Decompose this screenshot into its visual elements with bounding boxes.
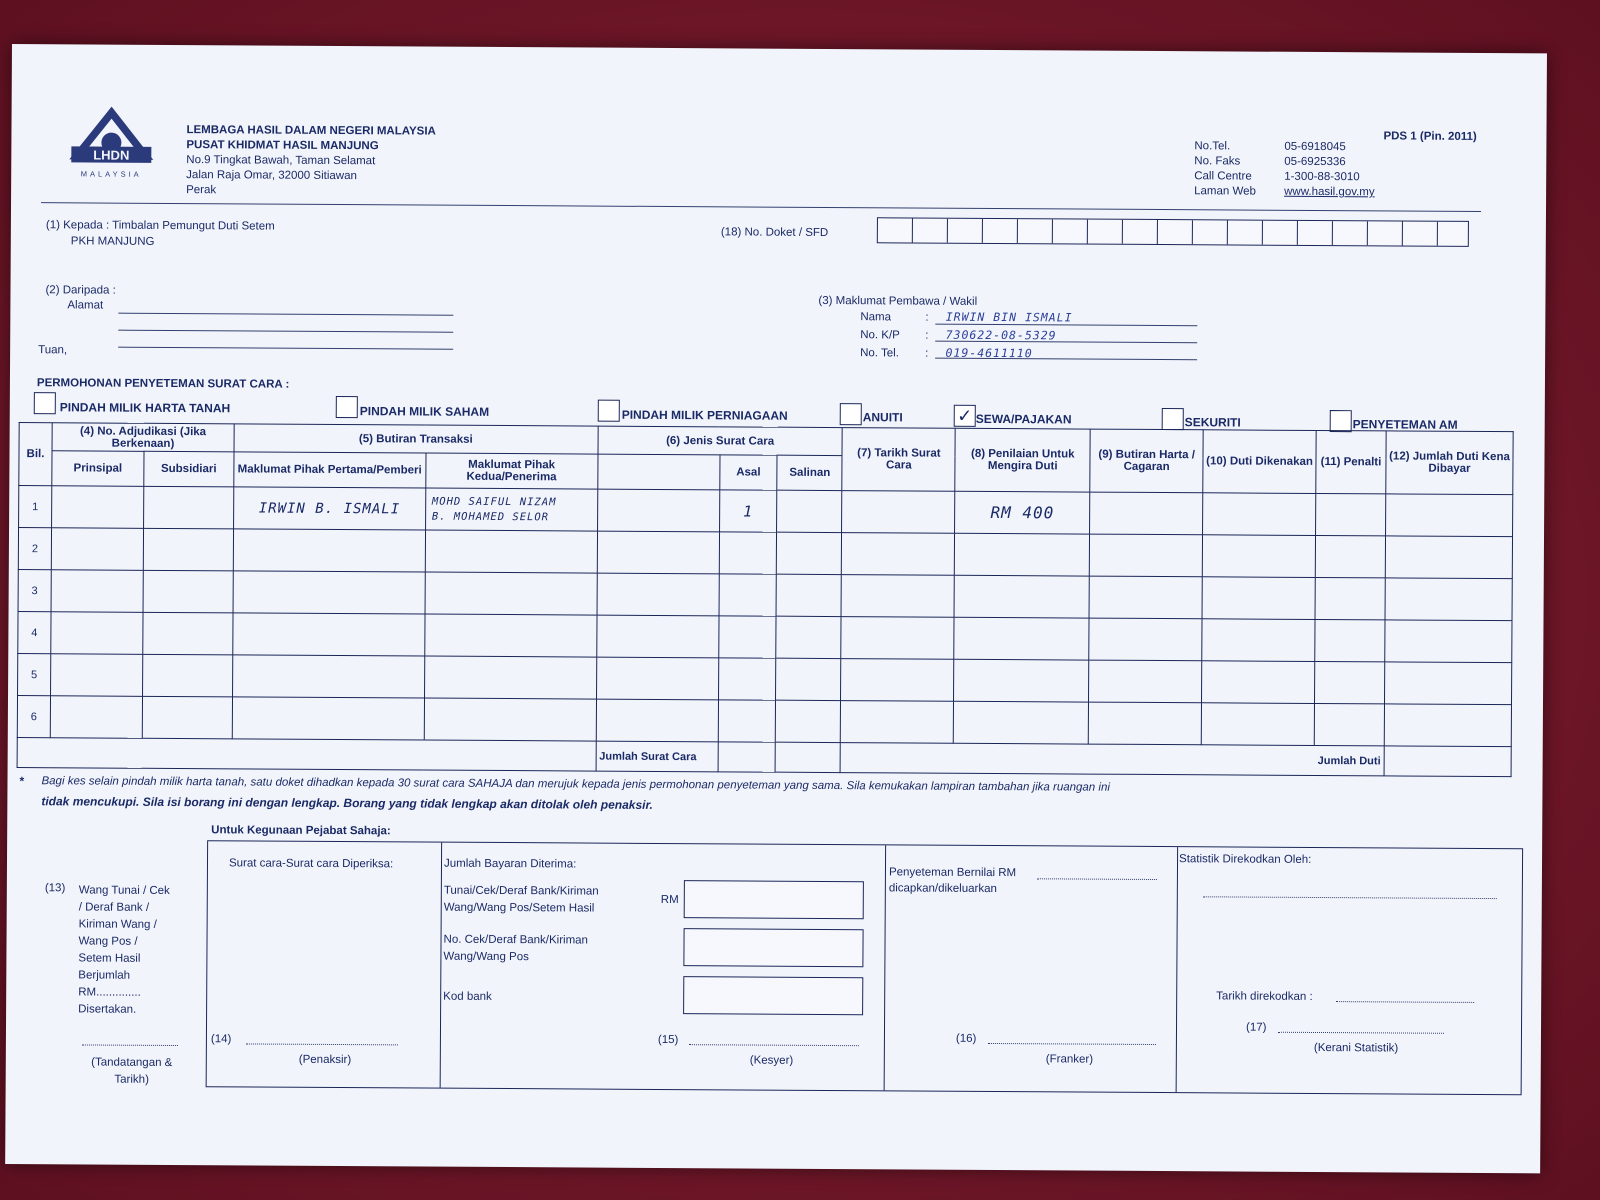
cell-prinsipal[interactable] bbox=[51, 570, 143, 613]
cell-duti[interactable] bbox=[1202, 535, 1315, 578]
cell-subsidiari[interactable] bbox=[142, 654, 232, 697]
footnote-line-2: tidak mencukupi. Sila isi borang ini dengan lengkap. Borang yang tidak lengkap akan ditolak oleh penaksir. bbox=[41, 794, 653, 812]
cell-pihak-pertama[interactable]: IRWIN B. ISMALI bbox=[233, 487, 425, 530]
pay2-label: No. Cek/Deraf Bank/Kiriman Wang/Wang Pos bbox=[443, 933, 589, 964]
th-jumlah-duti: (12) Jumlah Duti Kena Dibayar bbox=[1386, 431, 1513, 495]
label-sekuriti: SEKURITI bbox=[1184, 415, 1241, 430]
section1-office: PKH MANJUNG bbox=[70, 235, 155, 248]
rm-label: RM bbox=[660, 893, 679, 907]
form-code: PDS 1 (Pin. 2011) bbox=[1383, 130, 1477, 143]
cell-penilaian[interactable] bbox=[954, 659, 1089, 702]
cell-jenis[interactable] bbox=[597, 531, 719, 574]
cell-jumlah[interactable] bbox=[1386, 494, 1513, 537]
checkbox-sekuriti[interactable] bbox=[1162, 408, 1184, 430]
website-link[interactable]: www.hasil.gov.my bbox=[1284, 185, 1375, 199]
contact-row: Laman Web www.hasil.gov.my bbox=[1194, 185, 1375, 199]
checkbox-sewa-pajakan[interactable]: ✓ bbox=[954, 405, 976, 427]
cell-subsidiari[interactable] bbox=[143, 570, 233, 613]
kp-row: No. K/P : 730622-08-5329 bbox=[860, 327, 1057, 343]
label-pindah-tanah: PINDAH MILIK HARTA TANAH bbox=[59, 400, 231, 416]
cell-tarikh[interactable] bbox=[842, 491, 955, 534]
cell-asal[interactable] bbox=[718, 658, 776, 700]
cell-prinsipal[interactable] bbox=[51, 612, 143, 655]
dicapkan-label: dicapkan/dikeluarkan bbox=[888, 882, 997, 896]
nama-value[interactable]: IRWIN BIN ISMALI bbox=[945, 309, 1073, 325]
header-divider bbox=[41, 202, 1481, 212]
checkbox-pindah-tanah[interactable] bbox=[34, 392, 56, 414]
cell-prinsipal[interactable] bbox=[51, 528, 143, 571]
cell-salinan[interactable] bbox=[777, 532, 842, 574]
cell-pihak-pertama[interactable] bbox=[233, 571, 425, 614]
cell-penalti[interactable] bbox=[1315, 661, 1385, 703]
checkbox-pindah-saham[interactable] bbox=[336, 396, 358, 418]
kod-bank-label: Kod bank bbox=[443, 990, 492, 1003]
bearer-fields bbox=[860, 308, 1072, 363]
cell-pihak-kedua[interactable] bbox=[424, 698, 596, 741]
cell-tarikh[interactable] bbox=[841, 701, 954, 744]
contact-row: No. Faks 05-6925336 bbox=[1194, 155, 1346, 169]
docket-label: (18) No. Doket / SFD bbox=[720, 226, 829, 239]
section3-label: (3) Maklumat Pembawa / Wakil bbox=[818, 294, 978, 308]
cell-butiran-harta[interactable] bbox=[1089, 576, 1202, 619]
cell-jenis[interactable] bbox=[596, 657, 718, 700]
address-line-3: Perak bbox=[186, 184, 217, 197]
cell-jumlah[interactable] bbox=[1384, 662, 1511, 705]
cell-prinsipal[interactable] bbox=[50, 654, 142, 697]
kesyer-label: (Kesyer) bbox=[749, 1054, 794, 1067]
header-address bbox=[186, 123, 436, 200]
cell-salinan[interactable] bbox=[777, 490, 842, 532]
th-butiran-transaksi: (5) Butiran Transaksi bbox=[234, 424, 598, 454]
tel-row: No. Tel. : 019-4611110 bbox=[860, 345, 1033, 361]
cell-pihak-pertama[interactable] bbox=[233, 613, 425, 656]
cell-duti[interactable] bbox=[1203, 493, 1316, 536]
cell-duti[interactable] bbox=[1202, 661, 1315, 704]
cell-tarikh[interactable] bbox=[841, 575, 954, 618]
cell-pihak-pertama[interactable] bbox=[233, 529, 425, 572]
contact-row: No.Tel. 05-6918045 bbox=[1194, 140, 1346, 154]
address-line-2: Jalan Raja Omar, 32000 Sitiawan bbox=[186, 169, 357, 183]
footnote-star: * bbox=[19, 774, 25, 789]
cell-penilaian[interactable] bbox=[954, 617, 1089, 660]
cell-penalti[interactable] bbox=[1315, 577, 1385, 619]
label-anuiti: ANUITI bbox=[862, 410, 903, 425]
checkbox-anuiti[interactable] bbox=[840, 403, 862, 425]
cell-asal[interactable] bbox=[719, 574, 777, 616]
footnote-line-1: Bagi kes selain pindah milik harta tanah, satu doket dihadkan kepada 30 surat cara SAHAJA dan merujuk kepada jenis permohonan penyeteman yang sama. Sila kemukakan lampiran tambahan jika ruangan ini bbox=[41, 775, 1110, 794]
cell-prinsipal[interactable] bbox=[50, 696, 142, 739]
docket-number-input[interactable] bbox=[877, 217, 1469, 247]
cell-pihak-kedua[interactable] bbox=[425, 530, 597, 573]
bank-code-input[interactable] bbox=[683, 976, 863, 1015]
totals-blank bbox=[17, 738, 596, 772]
kp-value[interactable]: 730622-08-5329 bbox=[945, 327, 1057, 343]
cell-subsidiari[interactable] bbox=[143, 486, 233, 529]
cell-salinan[interactable] bbox=[776, 700, 841, 742]
s13-signature-line[interactable] bbox=[82, 1044, 178, 1046]
label-pindah-perniagaan: PINDAH MILIK PERNIAGAAN bbox=[621, 407, 788, 423]
jumlah-surat-cara-label: Jumlah Surat Cara bbox=[596, 741, 718, 772]
cell-duti[interactable] bbox=[1202, 577, 1315, 620]
cell-pihak-kedua[interactable] bbox=[424, 656, 596, 699]
cell-tarikh[interactable] bbox=[841, 617, 954, 660]
cell-duti[interactable] bbox=[1202, 619, 1315, 662]
alamat-line-1[interactable] bbox=[118, 313, 453, 316]
label-sewa-pajakan: SEWA/PAJAKAN bbox=[975, 411, 1072, 427]
kerani-label: (Kerani Statistik) bbox=[1313, 1041, 1399, 1055]
th-jenis-surat-cara: (6) Jenis Surat Cara bbox=[598, 426, 843, 455]
cell-penalti[interactable] bbox=[1315, 535, 1385, 577]
cell-pihak-kedua[interactable] bbox=[425, 614, 597, 657]
jumlah-asal-cell[interactable] bbox=[718, 742, 776, 772]
cell-butiran-harta[interactable] bbox=[1090, 492, 1203, 535]
alamat-label: Alamat bbox=[67, 299, 104, 312]
col1-title: Surat cara-Surat cara Diperiksa: bbox=[228, 857, 394, 871]
pay1-label: Tunai/Cek/Deraf Bank/Kiriman Wang/Wang Pos/Setem Hasil bbox=[443, 884, 599, 915]
office-use-box bbox=[206, 840, 1523, 1095]
s17-label: (17) bbox=[1245, 1021, 1267, 1034]
cell-jumlah[interactable] bbox=[1385, 620, 1512, 663]
th-duti-dikenakan: (10) Duti Dikenakan bbox=[1203, 430, 1316, 494]
row-number: 3 bbox=[18, 570, 51, 612]
th-asal: Asal bbox=[719, 455, 777, 490]
th-pihak-kedua: Maklumat Pihak Kedua/Penerima bbox=[426, 453, 598, 489]
cell-pihak-pertama[interactable] bbox=[232, 697, 424, 740]
cell-jenis[interactable] bbox=[597, 489, 719, 532]
cell-jumlah[interactable] bbox=[1384, 704, 1511, 747]
cell-salinan[interactable] bbox=[776, 658, 841, 700]
cell-jumlah[interactable] bbox=[1385, 578, 1512, 621]
row-number: 2 bbox=[18, 528, 51, 570]
s13-text: Wang Tunai / Cek / Deraf Bank / Kiriman Wang / Wang Pos / Setem Hasil Berjumlah RM.............. Disertakan. bbox=[78, 884, 170, 1016]
th-tarikh: (7) Tarikh Surat Cara bbox=[842, 428, 955, 492]
cell-asal[interactable] bbox=[718, 700, 776, 742]
cell-pihak-kedua[interactable] bbox=[425, 572, 597, 615]
cell-salinan[interactable] bbox=[776, 574, 841, 616]
s16-label: (16) bbox=[955, 1032, 977, 1045]
cell-subsidiari[interactable] bbox=[143, 612, 233, 655]
franker-label: (Franker) bbox=[1045, 1053, 1094, 1066]
cell-subsidiari[interactable] bbox=[143, 528, 233, 571]
cell-butiran-harta[interactable] bbox=[1089, 618, 1202, 661]
cell-penilaian[interactable] bbox=[955, 533, 1090, 576]
alamat-line-3[interactable] bbox=[118, 347, 453, 350]
s13-signature-label: (Tandatangan & Tarikh) bbox=[91, 1056, 173, 1086]
logo-text: LHDN bbox=[93, 147, 130, 163]
jumlah-duti-label: Jumlah Duti bbox=[841, 743, 1385, 776]
cell-asal[interactable] bbox=[718, 616, 776, 658]
col2-title: Jumlah Bayaran Diterima: bbox=[443, 857, 577, 871]
form-sheet bbox=[5, 44, 1547, 1173]
label-penyeteman-am: PENYETEMAN AM bbox=[1352, 417, 1458, 432]
salutation: Tuan, bbox=[38, 344, 68, 357]
tarikh-label: Tarikh direkodkan : bbox=[1216, 990, 1313, 1003]
penaksir-label: (Penaksir) bbox=[298, 1053, 352, 1067]
cell-jenis[interactable] bbox=[597, 573, 719, 616]
lhdn-logo bbox=[61, 104, 161, 185]
cell-penilaian[interactable]: RM 400 bbox=[955, 491, 1090, 534]
th-penilaian: (8) Penilaian Untuk Mengira Duti bbox=[955, 428, 1090, 492]
row-number: 4 bbox=[18, 612, 51, 654]
contact-block bbox=[1194, 139, 1375, 200]
section1-label: (1) Kepada : Timbalan Pemungut Duti Setem bbox=[45, 219, 275, 233]
label-pindah-saham: PINDAH MILIK SAHAM bbox=[359, 404, 490, 419]
application-title: PERMOHONAN PENYETEMAN SURAT CARA : bbox=[36, 377, 290, 391]
th-pihak-pertama: Maklumat Pihak Pertama/Pemberi bbox=[234, 452, 426, 488]
th-jenis-blank bbox=[597, 454, 719, 490]
cell-penilaian[interactable] bbox=[954, 575, 1089, 618]
alamat-line-2[interactable] bbox=[118, 330, 453, 333]
cell-jenis[interactable] bbox=[596, 615, 718, 658]
row-number: 6 bbox=[17, 696, 50, 738]
cell-subsidiari[interactable] bbox=[142, 696, 232, 739]
cell-asal[interactable] bbox=[719, 532, 777, 574]
jumlah-duti-cell[interactable] bbox=[1384, 746, 1511, 777]
nama-row: Nama : IRWIN BIN ISMALI bbox=[860, 309, 1073, 325]
checkbox-penyeteman-am[interactable] bbox=[1330, 410, 1352, 432]
amount-input[interactable] bbox=[684, 880, 864, 919]
cell-penalti[interactable] bbox=[1315, 619, 1385, 661]
cell-penalti[interactable] bbox=[1314, 703, 1384, 745]
th-salinan: Salinan bbox=[777, 455, 842, 490]
org-name: LEMBAGA HASIL DALAM NEGERI MALAYSIA bbox=[186, 124, 436, 138]
cell-penilaian[interactable] bbox=[954, 701, 1089, 744]
address-line-1: No.9 Tingkat Bawah, Taman Selamat bbox=[186, 154, 376, 168]
cell-asal[interactable]: 1 bbox=[719, 490, 777, 532]
cell-tarikh[interactable] bbox=[841, 659, 954, 702]
penyeteman-label: Penyeteman Bernilai RM bbox=[888, 866, 1017, 880]
statistik-title: Statistik Direkodkan Oleh: bbox=[1179, 853, 1312, 866]
cheque-number-input[interactable] bbox=[683, 928, 863, 967]
transaction-table bbox=[17, 422, 1514, 777]
cell-jumlah[interactable] bbox=[1385, 536, 1512, 579]
cell-butiran-harta[interactable] bbox=[1089, 534, 1202, 577]
th-adjudikasi: (4) No. Adjudikasi (Jika Berkenaan) bbox=[52, 423, 234, 452]
s13-number: (13) bbox=[44, 882, 66, 895]
cell-pihak-pertama[interactable] bbox=[232, 655, 424, 698]
th-subsidiari: Subsidiari bbox=[144, 451, 234, 487]
row-number: 5 bbox=[18, 654, 51, 696]
row-number: 1 bbox=[19, 486, 52, 528]
tel-value[interactable]: 019-4611110 bbox=[945, 345, 1033, 361]
s15-label: (15) bbox=[657, 1033, 679, 1047]
cell-salinan[interactable] bbox=[776, 616, 841, 658]
cell-butiran-harta[interactable] bbox=[1089, 660, 1202, 703]
th-prinsipal: Prinsipal bbox=[52, 451, 144, 487]
s14-label: (14) bbox=[210, 1033, 232, 1046]
th-penalti: (11) Penalti bbox=[1316, 430, 1386, 493]
cell-tarikh[interactable] bbox=[842, 533, 955, 576]
logo-subtext: MALAYSIA bbox=[80, 169, 142, 179]
cell-jenis[interactable] bbox=[596, 699, 718, 742]
cell-penalti[interactable] bbox=[1316, 493, 1386, 535]
section2-label: (2) Daripada : bbox=[45, 284, 116, 297]
cell-butiran-harta[interactable] bbox=[1088, 702, 1201, 745]
cell-duti[interactable] bbox=[1201, 703, 1314, 746]
office-use-title: Untuk Kegunaan Pejabat Sahaja: bbox=[211, 824, 391, 838]
cell-prinsipal[interactable] bbox=[52, 486, 144, 529]
jumlah-salinan-cell[interactable] bbox=[776, 742, 841, 772]
th-butiran-harta: (9) Butiran Harta / Cagaran bbox=[1090, 429, 1203, 493]
office-name: PUSAT KHIDMAT HASIL MANJUNG bbox=[186, 139, 379, 153]
checkbox-pindah-perniagaan[interactable] bbox=[598, 400, 620, 422]
contact-row: Call Centre 1-300-88-3010 bbox=[1194, 170, 1360, 184]
th-bil: Bil. bbox=[19, 423, 52, 486]
cell-pihak-kedua[interactable]: MOHD SAIFUL NIZAM B. MOHAMED SELOR bbox=[425, 488, 597, 531]
